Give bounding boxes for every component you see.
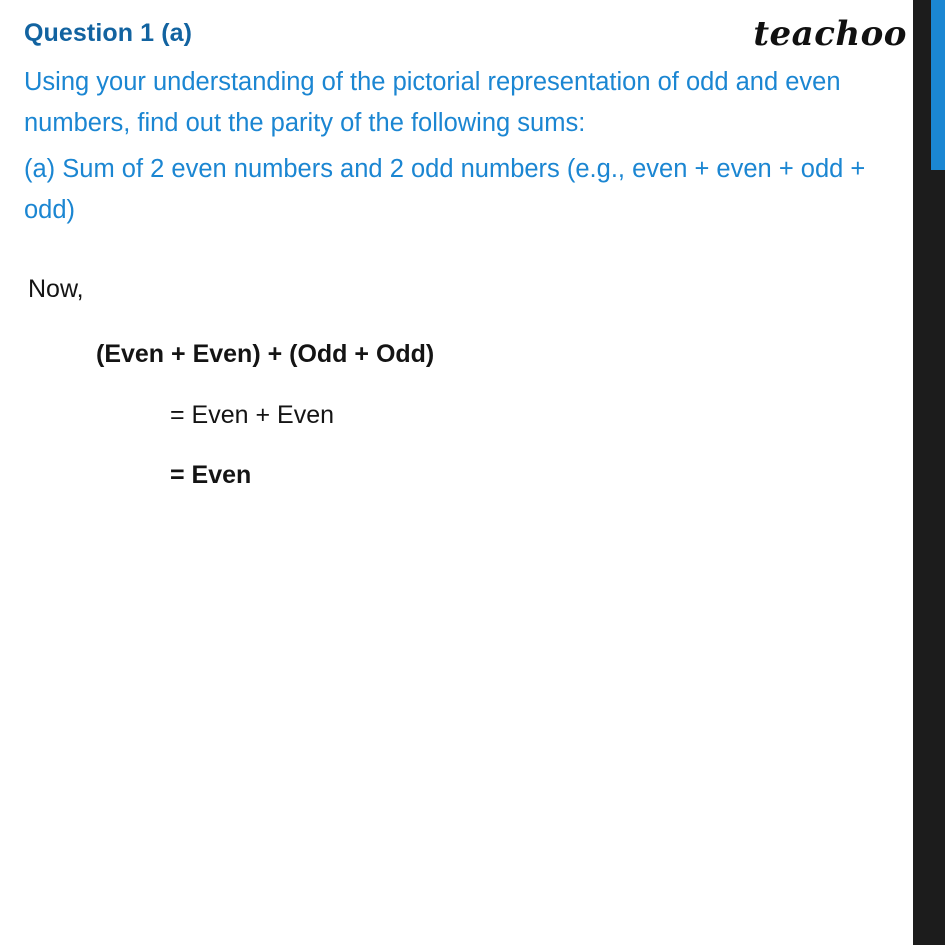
answer-step-3: = Even <box>170 460 252 489</box>
right-edge-dark-accent <box>931 170 945 945</box>
question-line-1: Using your understanding of the pictorial representation of odd and even numbers, find out the parity of the following sums: <box>24 68 841 138</box>
question-line-2: (a) Sum of 2 even numbers and 2 odd numbers (e.g., even + even + odd + odd) <box>24 154 866 224</box>
question-heading: Question 1 (a) <box>24 19 193 47</box>
answer-step-1: (Even + Even) + (Odd + Odd) <box>96 339 435 368</box>
answer-step-2: = Even + Even <box>170 400 335 429</box>
question-body <box>24 62 873 231</box>
answer-block <box>24 273 873 490</box>
right-edge-dark-strip <box>913 0 931 945</box>
answer-intro: Now, <box>28 275 84 304</box>
teachoo-logo: teachoo <box>753 14 907 54</box>
right-edge-blue-accent <box>931 0 945 170</box>
